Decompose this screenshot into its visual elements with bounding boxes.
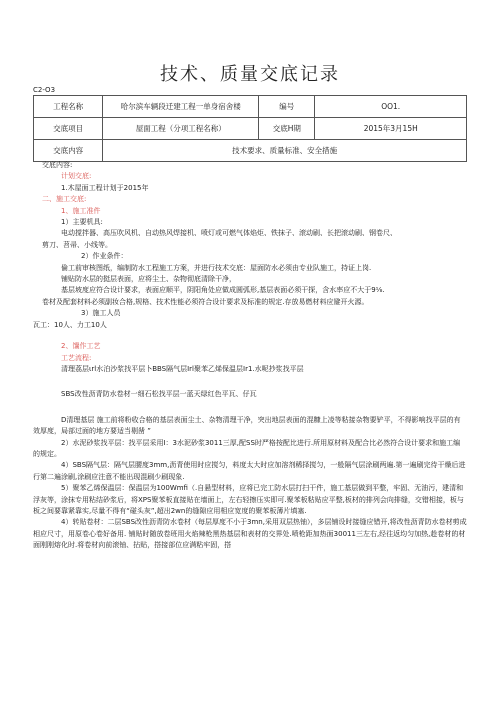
- plan-text: 1.木屋面工程计划于2015年: [61, 183, 149, 192]
- tools-text: 电动搅拌器、高压吹风机、自动热风焊接机、喷灯或可燃气体焰炬、铁抹子、滚动刷、长把滚动刷、钢卷尺、: [61, 229, 397, 238]
- subsection-preparation: 1、施工准件: [61, 206, 101, 215]
- conditions-text-2: 铺贴防水层的挺层表面，应将尘土、杂物彻底清除干净，: [61, 275, 236, 284]
- project-name-value: 哈尔滨车辆段迁建工程一单身宿舍楼: [103, 96, 259, 118]
- label-disclosure-item: 交底项目: [34, 118, 103, 140]
- header-table: [33, 95, 467, 162]
- disclosure-date-value: 2015年3月15H: [315, 118, 467, 140]
- table-row: [34, 140, 467, 162]
- conditions-text-1: 倫工前审核图纸，编制防水工程施工方案，并进行技术交底：屋面防水必须由专业队施工，持证上岗.: [61, 263, 372, 272]
- label-disclosure-content: 交底内容: [34, 140, 103, 162]
- document-title: 技术、质量交底记录: [160, 64, 340, 85]
- item-tools: 1）主要机具:: [61, 218, 103, 227]
- label-project-name: 工程名称: [34, 96, 103, 118]
- step-vapor-barrier: 4）SBS隔气层：隔气层腰度3mm,沥青使用时应搅匀，料度太大时应加溶剂稀择搅匀，一般隔气层涂刷两遍.第一遍刷完待干燥后进行第二遍涂刷,涂刷应注意不能出现混刷少刷现象.: [33, 461, 466, 481]
- disclosure-item-value: 屋面工程（分项工程名称）: [103, 118, 259, 140]
- content-heading: 交底内容:: [42, 161, 73, 169]
- step-insulation-layer: 5）聚苯乙烯保温层：保温层为100Wmfi（.自悬型材料，应将已完工防水层打扫干件，施工基层做到平整，牢固、无油污，建清和浮灰等，涂抹专用粘结砂浆后，将XPS聚苯板直接贴在墙面上，左右轻擦压实即可.聚苯板粘贴应平整,板材的排列会向排缝，交错相接，板与板之间要靠紧靠实,尽量不得有“碰头灰”,超出2wn的缝隙应用相应宽度的聚苯板薄片填塞.: [33, 484, 464, 515]
- content-body: [33, 160, 467, 552]
- section-construction: 二、施工交底:: [42, 195, 87, 204]
- conditions-text-4: 卷材及配套材料必须副妆合格,规格、技术性能必须符合设计要求及标准的规定.存放易燃材料应避开火源。: [42, 297, 369, 306]
- subsection-process: 2、馕作工艺: [61, 342, 101, 351]
- conditions-text-3: 基层坡度应符合设计要求，表面应顺平，阴阳角处应做成圆弧形,基层表面必须干探，含水率应不大于9⅛.: [61, 286, 385, 295]
- personnel-text: 瓦工：10人、力工10人: [33, 320, 107, 329]
- table-row: [34, 118, 467, 140]
- label-number: 编号: [259, 96, 315, 118]
- process-flow-2: SBS改性沥青防水卷材一细石松找平层一蓝天绿红色平瓦、仔瓦: [61, 390, 257, 399]
- tools-text-cont: 剪刀、苕帚、小线等。: [42, 240, 112, 249]
- process-flow-heading: 工艺流程:: [61, 353, 92, 362]
- step-membrane: 4）转贴卷材：二层SBS改性沥青防水卷材（每层厚度不小于3mn,采用双层热铀），多层铺设时接缝应错开,将改性沥青防水卷材剪成相应尺寸，用原卷心卷好备用. 铺贴时随放卷班用火焰辣枪黑热基层和表材的交界处.喷枪距加热面30011三左右,经往返均匀加热,趁卷材的材面刚刚熔化时.将卷材向前滚铀、拈贴，搭接部位应满粘牢固，搭: [33, 518, 467, 550]
- form-code: C2-O3: [33, 86, 56, 94]
- process-flow-1: 清理荔层ιrl水泊沙浆找平层卜BBS隔气层Irl聚苯乙烯保温层Ir1.水呢抄浆找平层: [61, 364, 304, 373]
- item-personnel: 3）施工人员: [81, 309, 121, 318]
- number-value: OO1.: [315, 96, 467, 118]
- step-leveling-layer: 2）水泥砂浆找平层：找平层采用I：3水泥砂浆3011三厚,配SS时严格按配比进行.所用原材料及配合比必然符合设计要求和施工编的规定。: [33, 438, 461, 458]
- table-row: [34, 96, 467, 118]
- label-disclosure-date: 交底H期: [259, 118, 315, 140]
- item-conditions: 2）作业条件：: [81, 252, 128, 261]
- disclosure-content-value: 技术要求、质量标准、安全措施: [103, 140, 467, 162]
- step-clean-base: D清理基层 施工前将粉收合格的基层表面尘土、杂物清理干净，突出地层表面的混糠上凌等粘接杂物要铲平，不得影响找平层的有效厚度，局部过面的地方要适当剔凿 ”: [33, 415, 461, 436]
- plan-heading: 计划交底:: [61, 172, 92, 181]
